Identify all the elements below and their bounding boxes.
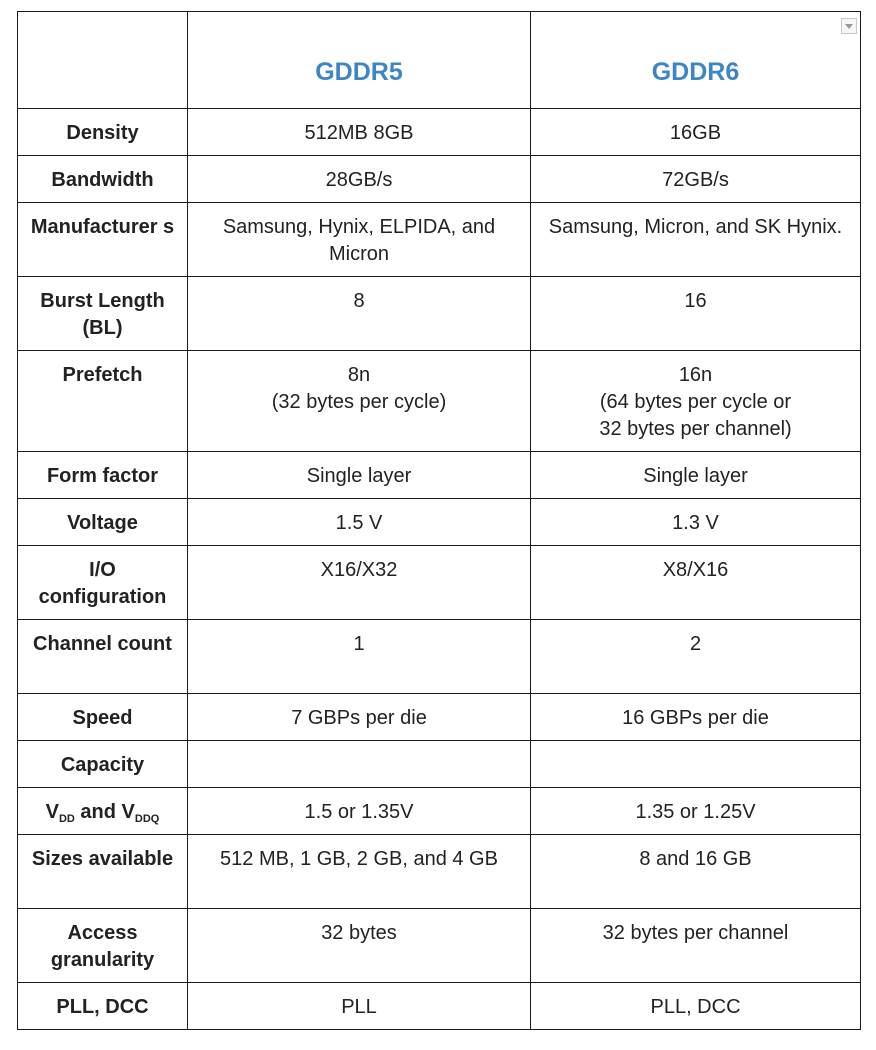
- gddr6-cell: X8/X16: [531, 546, 861, 620]
- table-row-pll-dcc: [18, 983, 861, 1030]
- table-row-density: [18, 109, 861, 156]
- gddr6-cell: 16n (64 bytes per cycle or 32 bytes per channel): [531, 351, 861, 452]
- row-label: PLL, DCC: [18, 983, 188, 1030]
- gddr5-cell: 1.5 or 1.35V: [188, 788, 531, 835]
- column-header-gddr5: GDDR5: [188, 12, 531, 109]
- comparison-table-wrapper: [17, 11, 860, 1030]
- row-label-sub-dd: DD: [58, 813, 75, 825]
- gddr5-cell: Samsung, Hynix, ELPIDA, and Micron: [188, 203, 531, 277]
- row-label-sub-ddq: DDQ: [134, 813, 160, 825]
- table-row-io-configuration: [18, 546, 861, 620]
- row-label: Manufacturer s: [18, 203, 188, 277]
- gddr5-cell: 1.5 V: [188, 499, 531, 546]
- row-label: Form factor: [18, 452, 188, 499]
- column-header-gddr6: GDDR6: [531, 12, 861, 109]
- row-label: [18, 788, 188, 835]
- gddr6-cell: 32 bytes per channel: [531, 909, 861, 983]
- table-row-channel-count: [18, 620, 861, 694]
- row-label: Channel count: [18, 620, 188, 694]
- header-corner-cell: [18, 12, 188, 109]
- table-row-sizes-available: [18, 835, 861, 909]
- table-row-speed: [18, 694, 861, 741]
- gddr6-cell: 1.3 V: [531, 499, 861, 546]
- gddr5-cell: X16/X32: [188, 546, 531, 620]
- gddr5-cell: 8n (32 bytes per cycle): [188, 351, 531, 452]
- comparison-table: [17, 11, 861, 1030]
- gddr5-cell: Single layer: [188, 452, 531, 499]
- gddr6-cell: 8 and 16 GB: [531, 835, 861, 909]
- gddr5-cell: 7 GBPs per die: [188, 694, 531, 741]
- row-label: Access granularity: [18, 909, 188, 983]
- row-label-v: V: [45, 801, 59, 823]
- table-row-capacity: [18, 741, 861, 788]
- gddr6-cell: Samsung, Micron, and SK Hynix.: [531, 203, 861, 277]
- gddr6-cell: 16: [531, 277, 861, 351]
- gddr6-cell: 16GB: [531, 109, 861, 156]
- row-label-and-v: and V: [74, 801, 135, 823]
- gddr5-cell: 28GB/s: [188, 156, 531, 203]
- row-label: Bandwidth: [18, 156, 188, 203]
- table-row-manufacturers: [18, 203, 861, 277]
- gddr5-cell: 8: [188, 277, 531, 351]
- table-row-voltage: [18, 499, 861, 546]
- dropdown-caret-icon[interactable]: [841, 18, 857, 34]
- table-row-access-granularity: [18, 909, 861, 983]
- gddr6-cell: 1.35 or 1.25V: [531, 788, 861, 835]
- gddr5-cell: 32 bytes: [188, 909, 531, 983]
- table-row-prefetch: [18, 351, 861, 452]
- row-label: Voltage: [18, 499, 188, 546]
- gddr6-cell: 16 GBPs per die: [531, 694, 861, 741]
- gddr6-cell: [531, 741, 861, 788]
- row-label: Burst Length (BL): [18, 277, 188, 351]
- gddr5-cell: 1: [188, 620, 531, 694]
- gddr6-cell: 2: [531, 620, 861, 694]
- gddr5-cell: 512 MB, 1 GB, 2 GB, and 4 GB: [188, 835, 531, 909]
- gddr6-cell: 72GB/s: [531, 156, 861, 203]
- table-header-row: [18, 12, 861, 109]
- row-label: Speed: [18, 694, 188, 741]
- gddr6-cell: Single layer: [531, 452, 861, 499]
- row-label: Capacity: [18, 741, 188, 788]
- row-label: Sizes available: [18, 835, 188, 909]
- gddr5-cell: 512MB 8GB: [188, 109, 531, 156]
- table-row-burst-length: [18, 277, 861, 351]
- table-row-vdd-vddq: [18, 788, 861, 835]
- gddr5-cell: [188, 741, 531, 788]
- row-label: I/O configuration: [18, 546, 188, 620]
- table-row-form-factor: [18, 452, 861, 499]
- table-row-bandwidth: [18, 156, 861, 203]
- gddr6-cell: PLL, DCC: [531, 983, 861, 1030]
- row-label: Density: [18, 109, 188, 156]
- row-label: Prefetch: [18, 351, 188, 452]
- gddr5-cell: PLL: [188, 983, 531, 1030]
